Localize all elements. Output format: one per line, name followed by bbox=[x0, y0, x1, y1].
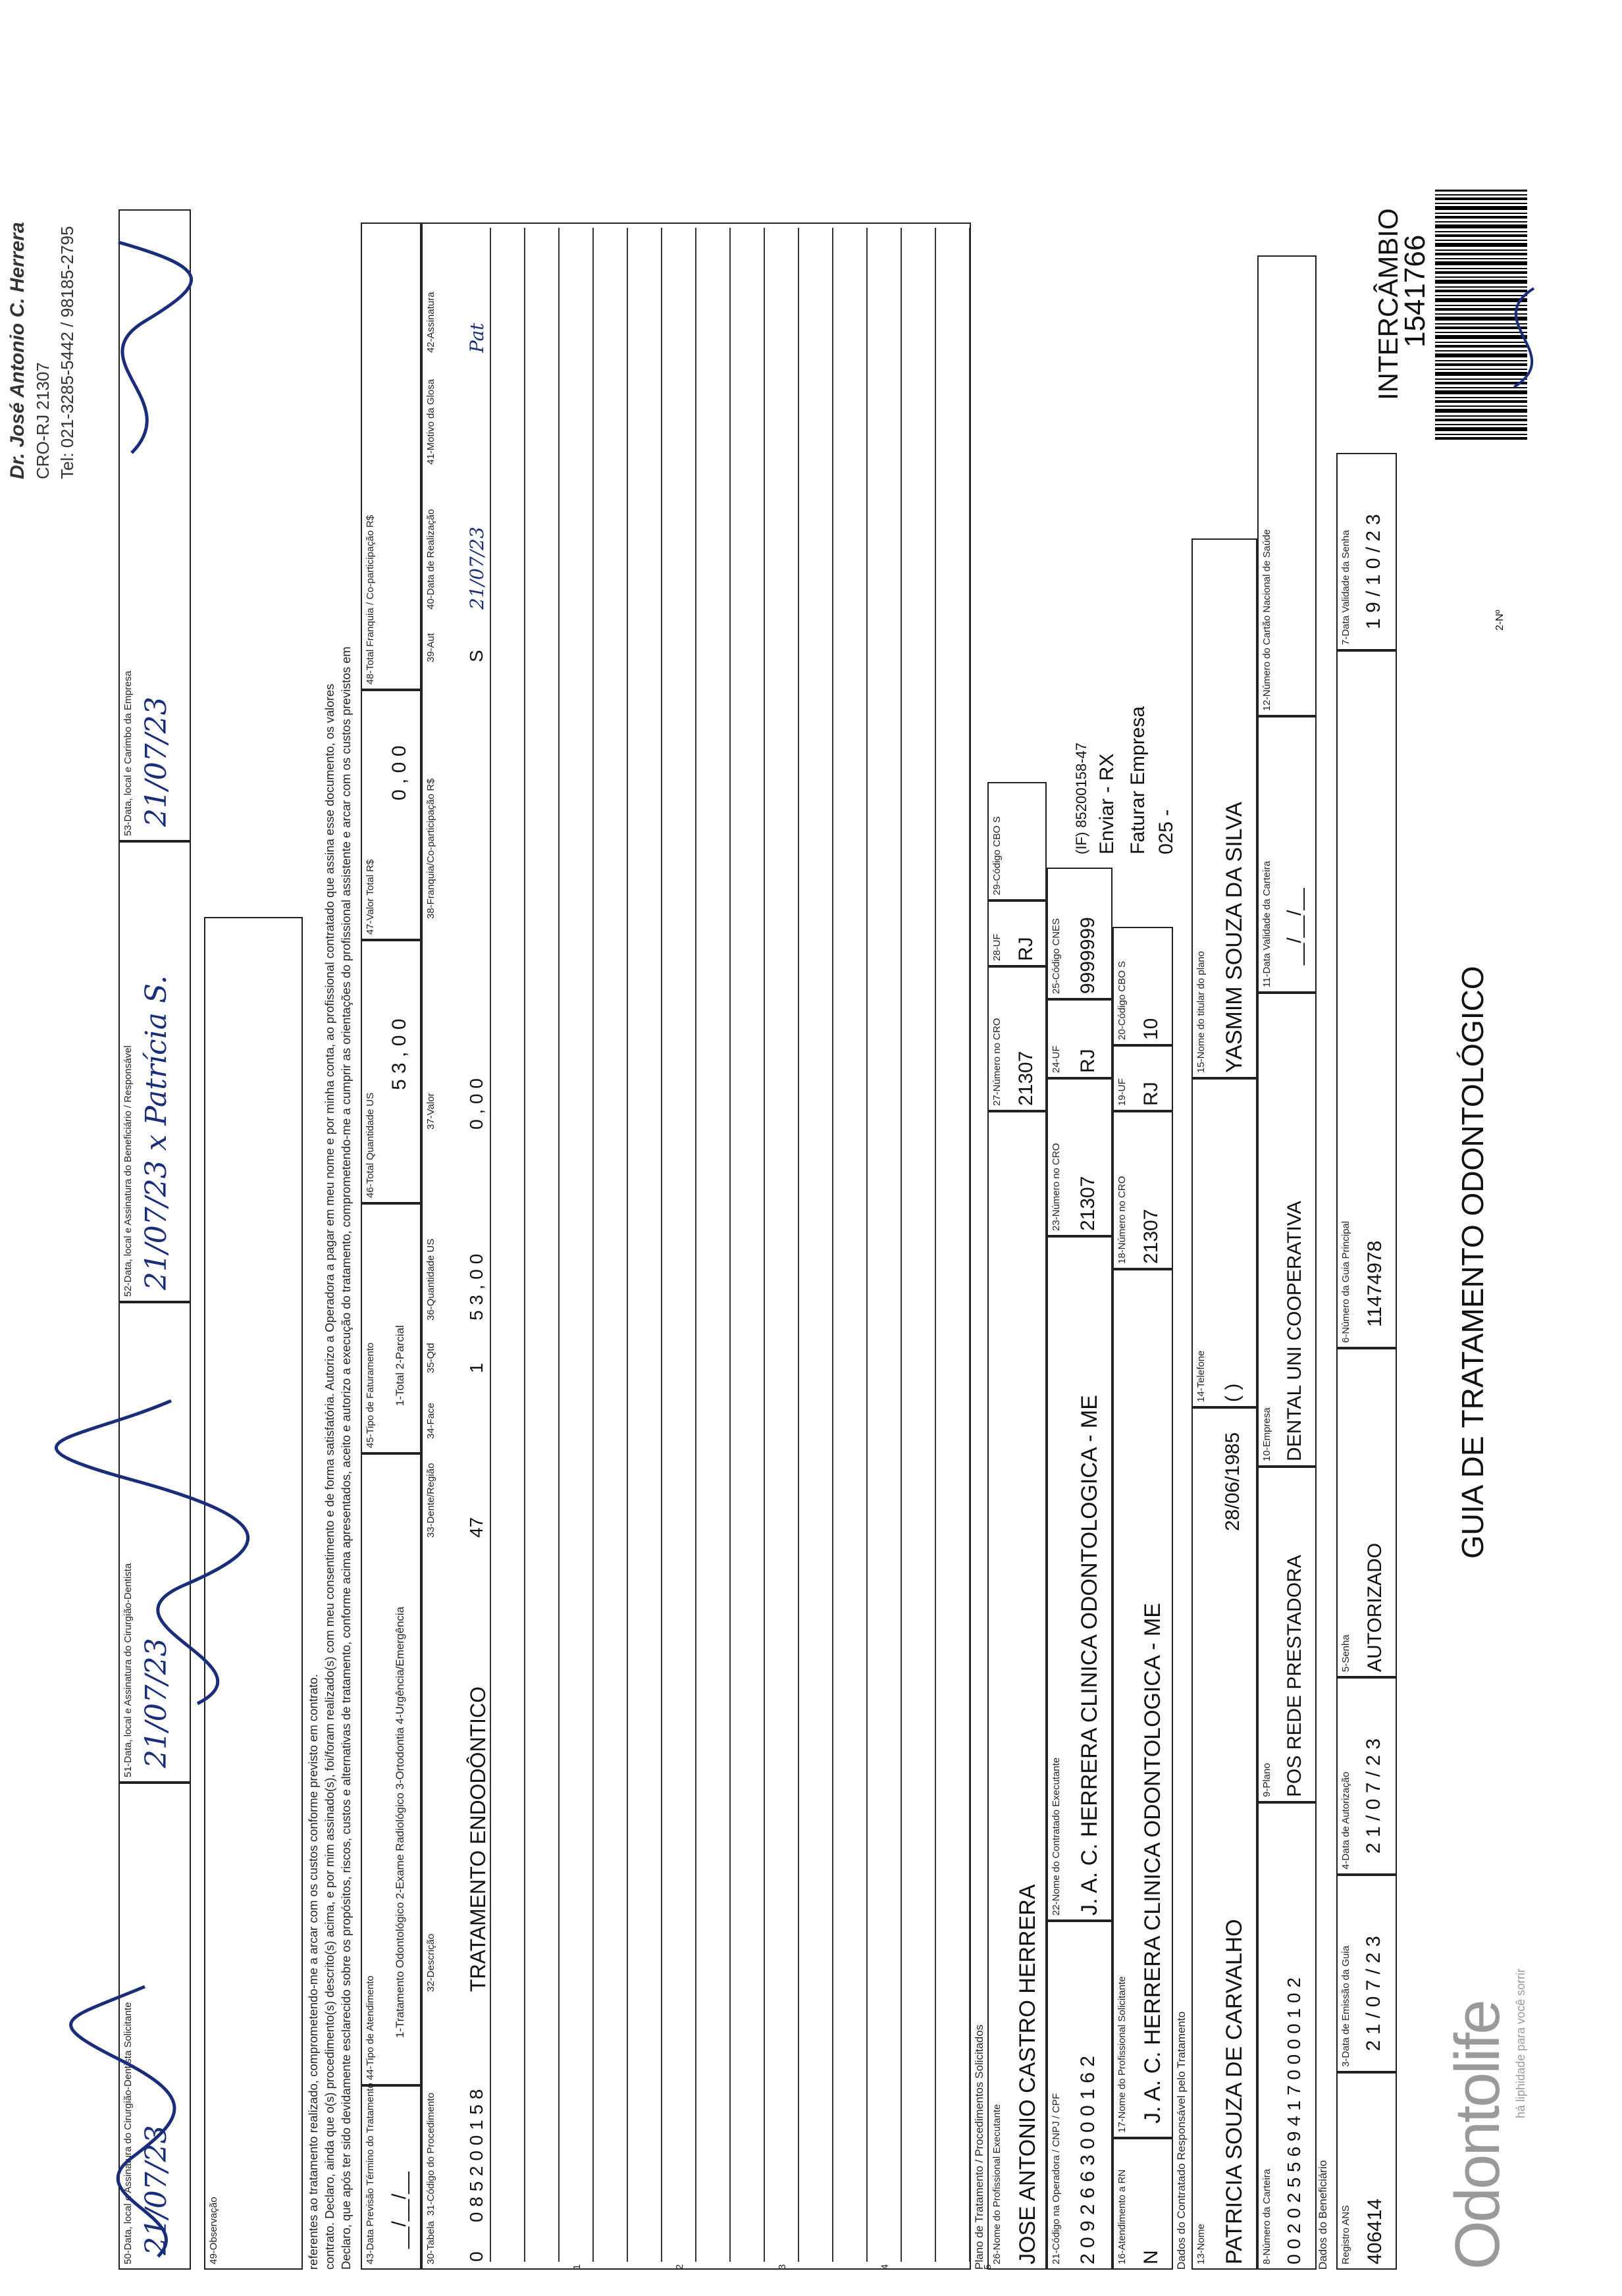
table-row bbox=[462, 228, 496, 2268]
tipo-atendimento-box bbox=[361, 1453, 421, 2085]
data-autorizacao: 2 1 / 0 7 / 2 3 bbox=[1363, 1738, 1384, 1854]
titular-box bbox=[1191, 538, 1257, 1078]
nome-label: 13-Nome bbox=[1195, 2224, 1207, 2264]
valor-total-label: 47-Valor Total R$ bbox=[365, 859, 376, 935]
table-row bbox=[839, 228, 873, 2268]
row-marker: 3 bbox=[777, 2264, 788, 2270]
logo bbox=[1442, 1901, 1547, 2270]
side-note-4: (IF) 85200158-47 bbox=[1073, 743, 1089, 854]
tipo-faturamento-label: 45-Tipo de Faturamento bbox=[365, 1342, 376, 1448]
uf-solicitante-box bbox=[1112, 1045, 1173, 1111]
cbo-prof-label: 29-Código CBO S bbox=[991, 816, 1003, 895]
col-aut-header: 39-Aut bbox=[425, 633, 436, 662]
cell-codigo: 0 8 5 2 0 0 1 5 8 bbox=[466, 2089, 486, 2222]
table-row bbox=[702, 228, 736, 2268]
uf-executante-box bbox=[1047, 999, 1112, 1078]
col-franquia-header: 38-Franquia/Co-participação R$ bbox=[425, 778, 436, 919]
col-descricao-header: 32-Descrição bbox=[425, 1933, 436, 1992]
row-marker: 1 bbox=[571, 2264, 583, 2270]
col-data-header: 40-Data de Realização bbox=[425, 509, 436, 610]
contratado-executante-label: 22-Nome do Contratado Executante bbox=[1051, 1757, 1062, 1916]
telefone-box bbox=[1191, 1078, 1257, 1407]
data-emissao-box bbox=[1336, 1875, 1397, 2072]
table-row bbox=[907, 228, 941, 2268]
validade-senha-box bbox=[1336, 453, 1397, 650]
stamp-name: Dr. José Antonio C. Herrera bbox=[7, 222, 28, 479]
plano: POS REDE PRESTADORA bbox=[1284, 1555, 1305, 1797]
cro-solicitante-box bbox=[1112, 1111, 1173, 1269]
table-row bbox=[804, 228, 839, 2268]
nascimento: 28/06/1985 bbox=[1222, 1432, 1243, 1531]
plano-box bbox=[1257, 1467, 1317, 1802]
barcode bbox=[1435, 190, 1527, 440]
guide-type: INTERCÂMBIO bbox=[1373, 208, 1403, 400]
contratado-executante-box bbox=[1047, 1236, 1112, 1921]
cro-prof: 21307 bbox=[1015, 1051, 1037, 1106]
cnes: 9999999 bbox=[1077, 917, 1099, 994]
page-title: GUIA DE TRATAMENTO ODONTOLÓGICO bbox=[1455, 966, 1490, 1559]
validade-carteira: __/__/__ bbox=[1284, 888, 1305, 965]
cro-executante: 21307 bbox=[1077, 1176, 1099, 1231]
observacao-box bbox=[204, 917, 303, 2270]
table-row bbox=[599, 228, 633, 2268]
uf-prof: RJ bbox=[1015, 937, 1037, 961]
declaracao-line-1: Declaro, que após ter sido devidamente esclarecido sobre os propósitos, riscos, custos e alternativas de tratamento, conforme acima apresentados, aceito e autorizo a execução do tratamento, comprometendo-me a cumprir as orientações do profissional assistente e arcar com os custos previstos em bbox=[339, 646, 353, 2270]
cro-prof-box bbox=[987, 966, 1047, 1111]
declaracao-line-2: contrato. Declaro, ainda que o(s) procedimento(s) descrito(s) acima, e por mim assinado(s), foi/foram realizado(s) com meu consentimento e de forma satisfatória. Autorizo a Operadora a pagar em meu nome e por minha conta, ao profissional contratado que assina esse documento, os valores bbox=[323, 683, 336, 2270]
observacao-label: 49-Observação bbox=[208, 2197, 219, 2264]
cro-executante-box bbox=[1047, 1078, 1112, 1236]
uf-prof-label: 28-UF bbox=[991, 933, 1003, 961]
tipo-faturamento-options: 1-Total 2-Parcial bbox=[394, 1325, 406, 1406]
numero-carteira-box bbox=[1257, 1802, 1317, 2270]
numero-guia-principal-label: 6-Número da Guia Principal bbox=[1340, 1220, 1351, 1343]
titular-label: 15-Nome do titular do plano bbox=[1195, 951, 1207, 1073]
row-marker: 2 bbox=[674, 2264, 685, 2270]
data-autorizacao-label: 4-Data de Autorização bbox=[1340, 1771, 1351, 1869]
numero-carteira-label: 8-Número da Carteira bbox=[1261, 2168, 1272, 2264]
col-us-header: 36-Quantidade US bbox=[425, 1238, 436, 1320]
table-row bbox=[496, 228, 531, 2268]
registro-ans: 406414 bbox=[1364, 2198, 1386, 2264]
codigo-operadora-label: 21-Código na Operadora / CNPJ / CPF bbox=[1051, 2093, 1062, 2264]
numero-guia-principal-box bbox=[1336, 650, 1397, 1348]
col-face-header: 34-Face bbox=[425, 1402, 436, 1439]
tipo-atendimento-options: 1-Tratamento Odontológico 2-Exame Radiológico 3-Ortodontia 4-Urgência/Emergência bbox=[394, 1606, 406, 2038]
cbo-prof-box bbox=[987, 782, 1047, 900]
data-emissao-label: 3-Data de Emissão da Guia bbox=[1340, 1945, 1351, 2067]
total-franquia-box bbox=[361, 222, 421, 690]
row-marker: 4 bbox=[879, 2264, 891, 2270]
senha-box bbox=[1336, 1348, 1397, 1677]
col-valor-header: 37-Valor bbox=[425, 1093, 436, 1130]
telefone-label: 14-Telefone bbox=[1195, 1350, 1207, 1402]
sig51-box bbox=[118, 1302, 191, 1783]
cnes-box bbox=[1047, 868, 1112, 999]
cell-qtd: 1 bbox=[466, 1363, 486, 1373]
contratado-label: Dados do Contratado Responsável pelo Tratamento bbox=[1175, 2011, 1188, 2270]
uf-executante-label: 24-UF bbox=[1051, 1045, 1062, 1073]
table-row bbox=[770, 228, 804, 2268]
table-row bbox=[736, 228, 770, 2268]
cell-valor: 0 , 0 0 bbox=[466, 1078, 486, 1130]
validade-senha-label: 7-Data Validade da Senha bbox=[1340, 530, 1351, 645]
row-marker: 5 bbox=[982, 2264, 993, 2270]
cell-descricao: TRATAMENTO ENDODÔNTICO bbox=[466, 1686, 490, 1992]
cell-dente: 47 bbox=[466, 1517, 486, 1538]
cell-us: 5 3 , 0 0 bbox=[466, 1253, 486, 1320]
profissional-executante: JOSE ANTONIO CASTRO HERRERA bbox=[1015, 1884, 1040, 2264]
registro-ans-label: Registro ANS bbox=[1340, 2205, 1351, 2264]
contratado-executante: J. A. C. HERRERA CLINICA ODONTOLOGICA - ME bbox=[1077, 1395, 1102, 1916]
logo-tagline: há liphidade para você sorrir bbox=[1514, 1968, 1527, 2118]
validade-carteira-label: 11-Data Validade da Carteira bbox=[1261, 860, 1272, 987]
registro-ans-box bbox=[1336, 2072, 1397, 2270]
uf-prof-box bbox=[987, 900, 1047, 966]
table-row bbox=[531, 228, 565, 2268]
side-note-2: Faturar Empresa bbox=[1127, 706, 1149, 854]
cbo-solicitante-box bbox=[1112, 927, 1173, 1045]
total-quantidade-label: 46-Total Quantidade US bbox=[365, 1092, 376, 1198]
table-row bbox=[667, 228, 702, 2268]
atendimento-rn-label: 16-Atendimento a RN bbox=[1116, 2169, 1128, 2264]
cbo-solicitante: 10 bbox=[1140, 1018, 1162, 1040]
dentist-stamp bbox=[7, 203, 118, 479]
nome-box bbox=[1191, 1407, 1257, 2270]
profissional-solicitante: J. A. C. HERRERA CLINICA ODONTOLOGICA - ME bbox=[1140, 1603, 1165, 2124]
empresa-box bbox=[1257, 993, 1317, 1467]
cartao-nacional-box bbox=[1257, 255, 1317, 716]
cell-data: 21/07/23 bbox=[466, 527, 488, 610]
table-row bbox=[565, 228, 599, 2268]
telefone: ( ) bbox=[1222, 1383, 1243, 1402]
total-quantidade: 5 3 , 0 0 bbox=[388, 1018, 410, 1090]
cell-tabela: 0 bbox=[466, 2251, 486, 2262]
previsao-termino-label: 43-Data Previsão Término do Tratamento bbox=[365, 2083, 376, 2264]
sig53-label: 53-Data, local e Carimbo da Empresa bbox=[122, 671, 134, 836]
col-assinatura-header: 42-Assinatura bbox=[425, 292, 436, 353]
col-glosa-header: 41-Motivo da Glosa bbox=[425, 378, 436, 465]
profissional-executante-label: 26-Nome do Profissional Executante bbox=[991, 2104, 1003, 2264]
previsao-termino-box bbox=[361, 2085, 421, 2270]
col-dente-header: 33-Dente/Região bbox=[425, 1463, 436, 1538]
sig53-box bbox=[118, 209, 191, 841]
titular: YASMIM SOUZA DA SILVA bbox=[1222, 802, 1247, 1073]
guide-number-label: 2-Nº bbox=[1494, 610, 1505, 631]
total-franquia-label: 48-Total Franquia / Co-participação R$ bbox=[365, 515, 376, 685]
table-row bbox=[633, 228, 667, 2268]
empresa-label: 10-Empresa bbox=[1261, 1407, 1272, 1461]
table-row bbox=[873, 228, 907, 2268]
tipo-atendimento-label: 44-Tipo de Atendimento bbox=[365, 1975, 376, 2080]
empresa: DENTAL UNI COOPERATIVA bbox=[1284, 1201, 1305, 1461]
sig52-date: 21/07/23 x Patrícia S. bbox=[140, 975, 173, 1290]
atendimento-rn-box bbox=[1112, 2138, 1173, 2270]
numero-guia-principal: 11474978 bbox=[1364, 1240, 1386, 1327]
cartao-nacional-label: 12-Número do Cartão Nacional de Saúde bbox=[1261, 529, 1272, 711]
profissional-executante-box bbox=[987, 1111, 1047, 2270]
sig53-date: 21/07/23 bbox=[140, 696, 173, 827]
codigo-operadora: 2 0 9 2 6 6 3 0 0 0 1 6 2 bbox=[1077, 2056, 1099, 2264]
cell-assinatura: Pat bbox=[466, 323, 488, 353]
cro-prof-label: 27-Número no CRO bbox=[991, 1018, 1003, 1106]
profissional-solicitante-box bbox=[1112, 1269, 1173, 2138]
dados-beneficiario-label: Dados do Beneficiário bbox=[1317, 2160, 1329, 2270]
stamp-cro: CRO-RJ 21307 bbox=[33, 362, 53, 479]
sig51-label: 51-Data, local e Assinatura do Cirurgião-Dentista bbox=[122, 1563, 134, 1777]
sig51-date: 21/07/23 bbox=[140, 1638, 173, 1768]
validade-senha: 1 9 / 1 0 / 2 3 bbox=[1363, 513, 1384, 629]
col-tabela-header: 30-Tabela bbox=[425, 2221, 436, 2264]
sig50-label: 50-Data, local e Assinatura do Cirurgião-Dentista Solicitante bbox=[122, 2002, 134, 2264]
cro-solicitante-label: 18-Número no CRO bbox=[1116, 1176, 1128, 1264]
stamp-tel: Tel: 021-3285-5442 / 98185-2795 bbox=[57, 226, 77, 479]
profissional-solicitante-label: 17-Nome do Profissional Solicitante bbox=[1116, 1976, 1128, 2133]
total-quantidade-box bbox=[361, 940, 421, 1203]
codigo-operadora-box bbox=[1047, 1921, 1112, 2270]
sig52-label: 52-Data, local e Assinatura do Beneficiário / Responsável bbox=[122, 1045, 134, 1297]
tipo-faturamento-box bbox=[361, 1203, 421, 1453]
numero-carteira: 0 0 2 0 2 5 5 6 9 4 1 7 0 0 0 0 1 0 2 bbox=[1284, 1977, 1304, 2264]
data-emissao: 2 1 / 0 7 / 2 3 bbox=[1363, 1935, 1384, 2051]
valor-total-box bbox=[361, 690, 421, 940]
plano-label: 9-Plano bbox=[1261, 1763, 1272, 1797]
nome: PATRICIA SOUZA DE CARVALHO bbox=[1222, 1919, 1247, 2264]
uf-executante: RJ bbox=[1077, 1049, 1099, 1073]
logo-text: Odontolife bbox=[1442, 2001, 1513, 2270]
guide-number: 1541766 bbox=[1399, 234, 1431, 348]
validade-carteira-box bbox=[1257, 716, 1317, 993]
uf-solicitante-label: 19-UF bbox=[1116, 1078, 1128, 1106]
col-codigo-header: 31-Código do Procedimento bbox=[425, 2093, 436, 2216]
cell-aut: S bbox=[466, 650, 486, 662]
cnes-label: 25-Código CNES bbox=[1051, 918, 1062, 994]
sig52-box bbox=[118, 841, 191, 1302]
table-row bbox=[941, 228, 976, 2268]
senha-label: 5-Senha bbox=[1340, 1634, 1351, 1672]
sig50-date: 21/07/23 bbox=[140, 2125, 173, 2255]
col-qtd-header: 35-Qtd bbox=[425, 1343, 436, 1373]
side-note-1: 025 - bbox=[1155, 809, 1177, 854]
previsao-termino: __/__/__ bbox=[388, 2172, 410, 2249]
atendimento-rn: N bbox=[1140, 2250, 1162, 2264]
uf-solicitante: RJ bbox=[1140, 1082, 1162, 1106]
cro-executante-label: 23-Número no CRO bbox=[1051, 1143, 1062, 1231]
cro-solicitante: 21307 bbox=[1140, 1209, 1162, 1264]
cbo-solicitante-label: 20-Código CBO S bbox=[1116, 960, 1128, 1040]
procedures-section-label: Plano de Tratamento / Procedimentos Solicitados bbox=[973, 2024, 985, 2270]
senha: AUTORIZADO bbox=[1364, 1542, 1386, 1672]
valor-total: 0 , 0 0 bbox=[388, 745, 410, 800]
sig50-box bbox=[118, 1783, 191, 2270]
side-note-3: Enviar - RX bbox=[1096, 753, 1118, 854]
declaracao-line-3: referentes ao tratamento realizado, comprometendo-me a arcar com os custos conforme previsto em contrato. bbox=[306, 1674, 320, 2270]
data-autorizacao-box bbox=[1336, 1677, 1397, 1875]
